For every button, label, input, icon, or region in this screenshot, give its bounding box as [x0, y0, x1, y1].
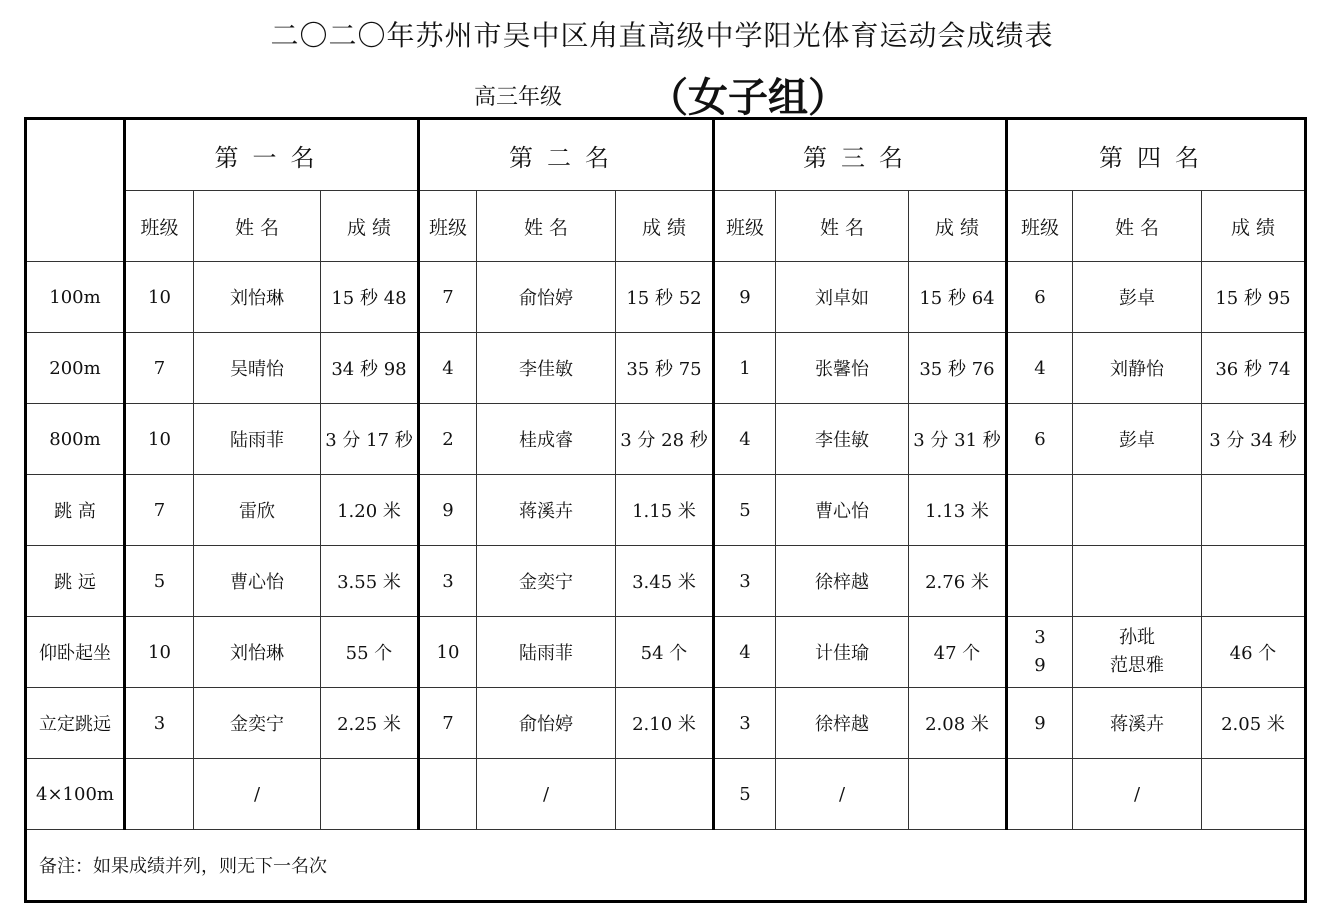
result-class	[1007, 759, 1073, 830]
table-row	[26, 333, 1306, 404]
result-name	[1073, 546, 1202, 617]
result-score: 35 秒 75	[616, 333, 714, 404]
result-name: 彭卓	[1073, 404, 1202, 475]
result-name: 徐梓越	[776, 546, 909, 617]
result-class: 7	[419, 262, 477, 333]
place-header: 第一名	[125, 119, 419, 191]
result-score	[1202, 475, 1306, 546]
result-name: 吴晴怡	[194, 333, 321, 404]
result-class	[1007, 617, 1073, 688]
event-name: 4×100m	[26, 759, 125, 830]
place-header: 第二名	[419, 119, 714, 191]
column-header-score: 成 绩	[321, 191, 419, 262]
column-header-name: 姓 名	[477, 191, 616, 262]
result-name	[1073, 617, 1202, 688]
result-class	[125, 759, 194, 830]
column-header-name: 姓 名	[1073, 191, 1202, 262]
column-header-score: 成 绩	[909, 191, 1007, 262]
result-name: 彭卓	[1073, 262, 1202, 333]
column-header-class: 班级	[1007, 191, 1073, 262]
result-score: 2.25 米	[321, 688, 419, 759]
result-name: 蒋溪卉	[477, 475, 616, 546]
result-score: 46 个	[1202, 617, 1306, 688]
result-name: 刘怡琳	[194, 262, 321, 333]
result-score: 3 分 31 秒	[909, 404, 1007, 475]
note-row	[26, 830, 1306, 902]
result-score: 2.10 米	[616, 688, 714, 759]
grade-label: 高三年级	[474, 85, 563, 110]
table-row	[26, 759, 1306, 830]
result-score: 55 个	[321, 617, 419, 688]
result-name: 桂成睿	[477, 404, 616, 475]
result-score: 3 分 28 秒	[616, 404, 714, 475]
result-score: 54 个	[616, 617, 714, 688]
result-score	[321, 759, 419, 830]
result-score: 47 个	[909, 617, 1007, 688]
result-name: /	[194, 759, 321, 830]
results-table	[24, 117, 1307, 903]
document-title: 二〇二〇年苏州市吴中区甪直高级中学阳光体育运动会成绩表	[270, 19, 1054, 52]
column-header-class: 班级	[125, 191, 194, 262]
result-name: 曹心怡	[776, 475, 909, 546]
result-name: 计佳瑜	[776, 617, 909, 688]
result-name: 金奕宁	[194, 688, 321, 759]
result-score	[1202, 759, 1306, 830]
column-header-class: 班级	[419, 191, 477, 262]
result-class: 10	[419, 617, 477, 688]
result-class: 10	[125, 262, 194, 333]
table-row	[26, 546, 1306, 617]
result-class: 10	[125, 617, 194, 688]
event-name: 800m	[26, 404, 125, 475]
result-class: 4	[419, 333, 477, 404]
result-name: 刘卓如	[776, 262, 909, 333]
result-class	[1007, 546, 1073, 617]
result-class: 4	[714, 404, 776, 475]
result-class: 5	[714, 759, 776, 830]
result-class: 10	[125, 404, 194, 475]
result-class: 4	[1007, 333, 1073, 404]
result-name-line: 孙玭	[1119, 627, 1155, 648]
result-score: 35 秒 76	[909, 333, 1007, 404]
result-class: 3	[714, 688, 776, 759]
result-score: 3 分 17 秒	[321, 404, 419, 475]
result-score: 15 秒 52	[616, 262, 714, 333]
event-name: 立定跳远	[26, 688, 125, 759]
result-class-line: 3	[1034, 627, 1046, 648]
column-header-class: 班级	[714, 191, 776, 262]
result-class: 9	[419, 475, 477, 546]
result-score: 3.55 米	[321, 546, 419, 617]
place-header-row	[26, 119, 1306, 191]
result-score: 3 分 34 秒	[1202, 404, 1306, 475]
result-score: 3.45 米	[616, 546, 714, 617]
result-class-line: 9	[1034, 655, 1046, 676]
place-header: 第三名	[714, 119, 1007, 191]
results-body	[26, 262, 1306, 830]
result-name: /	[1073, 759, 1202, 830]
result-score: 1.20 米	[321, 475, 419, 546]
result-name	[1073, 475, 1202, 546]
group-label: （女子组）	[648, 74, 848, 121]
result-name: 金奕宁	[477, 546, 616, 617]
result-score: 15 秒 64	[909, 262, 1007, 333]
result-name: 俞怡婷	[477, 262, 616, 333]
result-name: 刘怡琳	[194, 617, 321, 688]
result-score	[616, 759, 714, 830]
result-class: 9	[714, 262, 776, 333]
result-name-line: 范思雅	[1110, 655, 1164, 676]
result-score: 36 秒 74	[1202, 333, 1306, 404]
result-class: 1	[714, 333, 776, 404]
result-class: 5	[125, 546, 194, 617]
result-class	[419, 759, 477, 830]
result-score	[909, 759, 1007, 830]
column-header-name: 姓 名	[194, 191, 321, 262]
table-row	[26, 688, 1306, 759]
result-score: 1.15 米	[616, 475, 714, 546]
table-row	[26, 475, 1306, 546]
result-class: 7	[125, 333, 194, 404]
result-score	[1202, 546, 1306, 617]
result-name: 雷欣	[194, 475, 321, 546]
result-name: /	[776, 759, 909, 830]
column-header-name: 姓 名	[776, 191, 909, 262]
result-class: 6	[1007, 404, 1073, 475]
column-header-row	[26, 191, 1306, 262]
result-name: 李佳敏	[477, 333, 616, 404]
result-name: 张馨怡	[776, 333, 909, 404]
result-name: 陆雨菲	[477, 617, 616, 688]
event-name: 100m	[26, 262, 125, 333]
result-class: 2	[419, 404, 477, 475]
result-class: 3	[125, 688, 194, 759]
result-score: 2.05 米	[1202, 688, 1306, 759]
result-class: 4	[714, 617, 776, 688]
result-name: 陆雨菲	[194, 404, 321, 475]
table-row	[26, 617, 1306, 688]
event-name: 仰卧起坐	[26, 617, 125, 688]
result-class: 7	[419, 688, 477, 759]
result-score: 2.76 米	[909, 546, 1007, 617]
result-name: /	[477, 759, 616, 830]
result-name: 曹心怡	[194, 546, 321, 617]
corner-cell	[26, 119, 125, 262]
event-name: 跳 远	[26, 546, 125, 617]
result-score: 34 秒 98	[321, 333, 419, 404]
place-header: 第四名	[1007, 119, 1306, 191]
table-row	[26, 404, 1306, 475]
result-score: 2.08 米	[909, 688, 1007, 759]
event-name: 跳 高	[26, 475, 125, 546]
column-header-score: 成 绩	[616, 191, 714, 262]
result-name: 李佳敏	[776, 404, 909, 475]
event-name: 200m	[26, 333, 125, 404]
result-class: 3	[419, 546, 477, 617]
result-class: 6	[1007, 262, 1073, 333]
result-name: 徐梓越	[776, 688, 909, 759]
result-name: 蒋溪卉	[1073, 688, 1202, 759]
result-name: 俞怡婷	[477, 688, 616, 759]
result-score: 1.13 米	[909, 475, 1007, 546]
result-score: 15 秒 48	[321, 262, 419, 333]
result-name: 刘静怡	[1073, 333, 1202, 404]
result-class	[1007, 475, 1073, 546]
result-class: 9	[1007, 688, 1073, 759]
table-row	[26, 262, 1306, 333]
result-score: 15 秒 95	[1202, 262, 1306, 333]
result-class: 3	[714, 546, 776, 617]
result-class: 5	[714, 475, 776, 546]
note-text: 备注：如果成绩并列，则无下一名次	[26, 830, 1306, 902]
column-header-score: 成 绩	[1202, 191, 1306, 262]
result-class: 7	[125, 475, 194, 546]
